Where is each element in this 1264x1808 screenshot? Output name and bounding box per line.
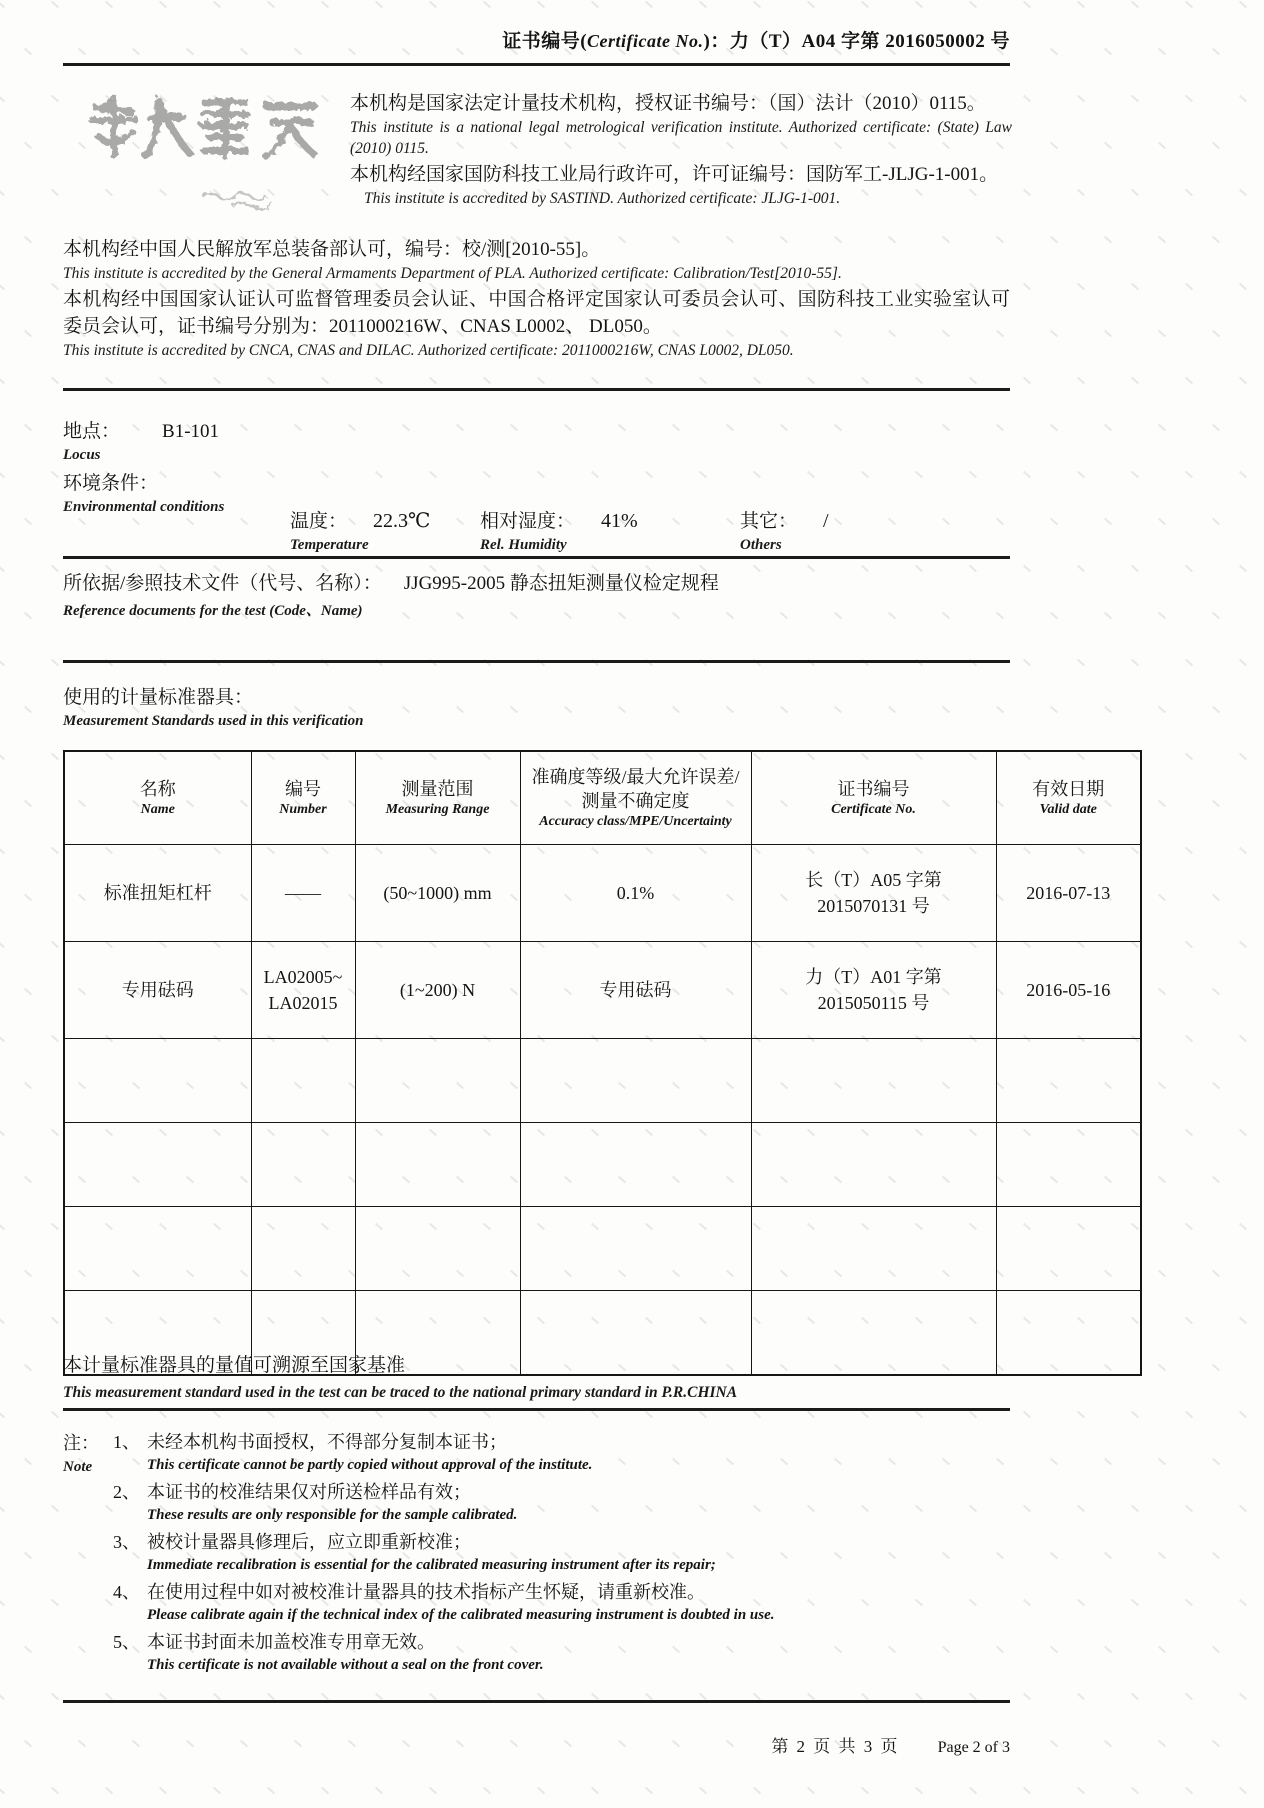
table-cell (520, 1207, 751, 1291)
section-rule (63, 556, 1010, 559)
note-item (113, 1580, 1010, 1625)
table-row (64, 1123, 1141, 1207)
reference-value: JJG995-2005 静态扭矩测量仪检定规程 (403, 573, 719, 594)
standards-title-en: Measurement Standards used in this verification (63, 713, 364, 729)
table-column-header: 准确度等级/最大允许误差/测量不确定度 Accuracy class/MPE/Uncertainty (520, 751, 751, 845)
accreditation-cn: 本机构经中国国家认证认可监督管理委员会认证、中国合格评定国家认可委员会认可、国防科技工业实验室认可委员会认可，证书编号分别为：2011000216W、CNAS L0002、 DL050。 (63, 289, 1010, 337)
note-number: 2、 (113, 1482, 140, 1502)
table-cell (251, 1207, 355, 1291)
traceability-statement-en: This measurement standard used in the test can be traced to the national primary standard in P.R.CHINA (63, 1384, 738, 1401)
env-conditions-label: 环境条件： (63, 473, 159, 494)
table-cell (996, 1123, 1141, 1207)
accreditation-paragraph (63, 286, 1010, 361)
table-cell (64, 1123, 251, 1207)
section-rule (63, 660, 1010, 663)
table-cell: 专用砝码 (64, 942, 251, 1039)
note-item (113, 1430, 1010, 1475)
note-label-en: Note (63, 1459, 93, 1475)
note-text-cn: 本证书的校准结果仅对所送检样品有效； (147, 1482, 471, 1502)
temperature-value: 22.3℃ (373, 510, 431, 532)
reference-section (63, 570, 1010, 621)
humidity-label-en: Rel. Humidity (480, 537, 567, 553)
accreditation-paragraphs-indented (350, 90, 1012, 211)
table-header-row (64, 751, 1141, 845)
certificate-number-line (63, 26, 1010, 53)
standards-title-block (63, 684, 1010, 731)
table-column-header: 证书编号 Certificate No. (751, 751, 996, 845)
location-section (63, 418, 1010, 517)
accreditation-cn: 本机构是国家法定计量技术机构，授权证书编号：（国）法计（2010）0115。 (350, 93, 986, 114)
table-cell: 专用砝码 (520, 942, 751, 1039)
traceability-statement-cn: 本计量标准器具的量值可溯源至国家基准 (63, 1355, 406, 1376)
note-item (113, 1480, 1010, 1525)
table-cell: 0.1% (520, 845, 751, 942)
environment-values-row (63, 508, 1010, 558)
table-cell: 力（T）A01 字第 2015050115 号 (751, 942, 996, 1039)
table-cell (751, 1207, 996, 1291)
table-cell (996, 1207, 1141, 1291)
table-cell (355, 1207, 520, 1291)
table-cell: 标准扭矩杠杆 (64, 845, 251, 942)
footer-rule (63, 1700, 1010, 1703)
header-rule (63, 63, 1010, 66)
table-cell: 2016-07-13 (996, 845, 1141, 942)
table-cell: LA02005~ LA02015 (251, 942, 355, 1039)
section-rule (63, 388, 1010, 391)
table-cell (996, 1039, 1141, 1123)
accreditation-paragraph (350, 90, 1012, 159)
table-cell (520, 1039, 751, 1123)
table-cell (751, 1039, 996, 1123)
table-cell (996, 1291, 1141, 1376)
accreditation-paragraphs-full (63, 236, 1010, 363)
table-cell: 长（T）A05 字第 2015070131 号 (751, 845, 996, 942)
humidity-value: 41% (601, 510, 638, 532)
table-cell (355, 1123, 520, 1207)
note-items (113, 1430, 1010, 1675)
note-item (113, 1630, 1010, 1675)
accreditation-en: This institute is accredited by CNCA, CNAS and DILAC. Authorized certificate: 2011000216W, CNAS L0002, DL050. (63, 342, 794, 359)
accreditation-en: This institute is accredited by SASTIND. Authorized certificate: JLJG-1-001. (364, 190, 841, 207)
certificate-number-label-en: Certificate No. (587, 31, 704, 51)
temperature-label-en: Temperature (290, 537, 369, 553)
location-value: B1-101 (162, 421, 220, 442)
note-text-en: This certificate cannot be partly copied without approval of the institute. (147, 1457, 593, 1473)
table-column-header: 名称 Name (64, 751, 251, 845)
table-cell: (1~200) N (355, 942, 520, 1039)
table-cell (64, 1039, 251, 1123)
note-text-en: These results are only responsible for the sample calibrated. (147, 1507, 518, 1523)
table-column-header: 编号 Number (251, 751, 355, 845)
note-text-en: This certificate is not available without a seal on the front cover. (147, 1657, 544, 1673)
table-cell: (50~1000) mm (355, 845, 520, 942)
location-row (63, 418, 1010, 445)
footer-page-number-en: Page 2 of 3 (937, 1739, 1010, 1756)
humidity-item (480, 508, 638, 555)
accreditation-paragraph (350, 161, 1012, 209)
certificate-number-value: )：力（T）A04 字第 2016050002 号 (703, 31, 1010, 52)
note-item (113, 1530, 1010, 1575)
table-cell (520, 1123, 751, 1207)
footer-page-number-cn: 第 2 页 共 3 页 (771, 1737, 900, 1756)
env-conditions-label-en: Environmental conditions (63, 499, 225, 515)
table-column-header: 有效日期 Valid date (996, 751, 1141, 845)
note-number: 1、 (113, 1432, 140, 1452)
table-column-header: 测量范围 Measuring Range (355, 751, 520, 845)
accreditation-cn: 本机构经中国人民解放军总装备部认可，编号：校/测[2010-55]。 (63, 239, 601, 260)
temperature-label: 温度： (290, 511, 348, 532)
note-number: 4、 (113, 1582, 140, 1602)
reference-label: 所依据/参照技术文件（代号、名称）： (63, 573, 382, 594)
note-text-en: Please calibrate again if the technical index of the calibrated measuring instrument is doubted in use. (147, 1607, 775, 1623)
notes-section (63, 1430, 1010, 1680)
reference-label-en: Reference documents for the test (Code、Name) (63, 603, 363, 619)
table-row (64, 942, 1141, 1039)
table-cell (64, 1207, 251, 1291)
table-row (64, 1207, 1141, 1291)
location-label: 地点： (63, 421, 121, 442)
temperature-item (290, 508, 430, 555)
accreditation-cn: 本机构经国家国防科技工业局行政许可，许可证编号：国防军工-JLJG-1-001。 (350, 164, 999, 185)
footer (63, 1732, 1010, 1757)
accreditation-en: This institute is a national legal metrological verification institute. Authorized certificate: (State) Law (2010) 0115. (350, 119, 1012, 157)
table-cell (251, 1039, 355, 1123)
traceability-section (63, 1352, 1010, 1403)
note-label: 注： (63, 1433, 99, 1453)
others-label-en: Others (740, 537, 782, 553)
table-cell (751, 1123, 996, 1207)
note-text-en: Immediate recalibration is essential for the calibrated measuring instrument after its repair; (147, 1557, 716, 1573)
note-number: 3、 (113, 1532, 140, 1552)
table-cell (355, 1039, 520, 1123)
accreditation-paragraph (63, 236, 1010, 284)
table-cell (251, 1123, 355, 1207)
table-cell: 2016-05-16 (996, 942, 1141, 1039)
humidity-label: 相对湿度： (480, 511, 576, 532)
note-text-cn: 未经本机构书面授权，不得部分复制本证书； (147, 1432, 507, 1452)
table-row (64, 1039, 1141, 1123)
accreditation-en: This institute is accredited by the General Armaments Department of PLA. Authorized certificate: Calibration/Test[2010-55]. (63, 265, 842, 282)
note-text-cn: 在使用过程中如对被校准计量器具的技术指标产生怀疑，请重新校准。 (147, 1582, 705, 1602)
table-row (64, 845, 1141, 942)
note-number: 5、 (113, 1632, 140, 1652)
table-cell: —— (251, 845, 355, 942)
section-rule (63, 1408, 1010, 1411)
certificate-number-prefix: 证书编号( (502, 31, 588, 52)
standards-title: 使用的计量标准器具： (63, 687, 254, 708)
standards-table (63, 750, 1142, 1376)
notes-label-block (63, 1430, 113, 1477)
others-value: / (823, 510, 829, 532)
calligraphy-stamp-icon (80, 88, 342, 220)
others-item (740, 508, 829, 555)
note-text-cn: 被校计量器具修理后，应立即重新校准； (147, 1532, 471, 1552)
institute-stamp-logo (80, 88, 342, 220)
others-label: 其它： (740, 511, 798, 532)
note-text-cn: 本证书封面未加盖校准专用章无效。 (147, 1632, 435, 1652)
location-label-en: Locus (63, 447, 101, 463)
